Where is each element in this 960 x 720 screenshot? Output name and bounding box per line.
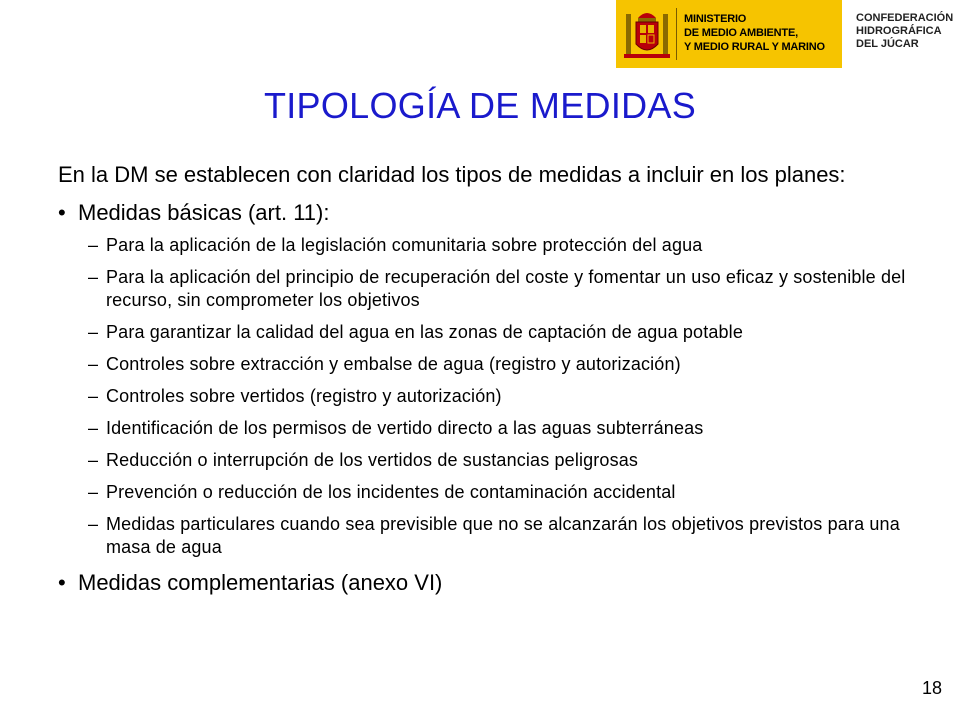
intro-paragraph: En la DM se establecen con claridad los tipos de medidas a incluir en los planes:: [58, 162, 846, 187]
list-item: [58, 321, 908, 344]
dash-marker: –: [88, 482, 99, 502]
list-item: [58, 385, 908, 408]
slide-body: [58, 160, 908, 598]
slide-title: TIPOLOGÍA DE MEDIDAS: [263, 85, 697, 126]
dash-marker: –: [88, 514, 99, 534]
list-item: [58, 266, 908, 312]
logo-divider: [676, 8, 677, 60]
list-item-text: Para garantizar la calidad del agua en las zonas de captación de agua potable: [106, 322, 743, 342]
dash-marker: –: [88, 418, 99, 438]
dash-marker: –: [88, 267, 99, 287]
list-item-text: Prevención o reducción de los incidentes de contaminación accidental: [106, 482, 676, 502]
list-item: [58, 449, 908, 472]
dash-marker: –: [88, 386, 99, 406]
bullet-marker: •: [58, 570, 66, 595]
ministry-name: MINISTERIO DE MEDIO AMBIENTE, Y MEDIO RURAL Y MARINO: [684, 13, 825, 53]
spain-coat-of-arms-icon: [624, 4, 670, 64]
dash-marker: –: [88, 450, 99, 470]
list-item-text: Identificación de los permisos de vertido directo a las aguas subterráneas: [106, 418, 704, 438]
list-item-text: Medidas particulares cuando sea previsible que no se alcanzarán los objetivos previstos para una masa de agua: [106, 514, 900, 557]
dash-marker: –: [88, 322, 99, 342]
list-item-text: Para la aplicación del principio de recuperación del coste y fomentar un uso eficaz y sostenible del recurso, sin comprometer los objetivos: [106, 267, 906, 310]
list-item-text: Controles sobre extracción y embalse de agua (registro y autorización): [106, 354, 681, 374]
dash-marker: –: [88, 354, 99, 374]
list-item: [58, 417, 908, 440]
list-item: [58, 234, 908, 257]
list-item: [58, 481, 908, 504]
basic-measures-list: [58, 234, 908, 559]
list-item: [58, 513, 908, 559]
list-item-text: Reducción o interrupción de los vertidos de sustancias peligrosas: [106, 450, 639, 470]
confederation-name: CONFEDERACIÓN HIDROGRÁFICA DEL JÚCAR: [856, 12, 954, 50]
bullet-label: Medidas básicas (art. 11):: [78, 200, 330, 225]
page-number: 18: [921, 678, 942, 698]
dash-marker: –: [88, 235, 99, 255]
list-item-text: Para la aplicación de la legislación comunitaria sobre protección del agua: [106, 235, 703, 255]
bullet-marker: •: [58, 200, 66, 225]
bullet-basic-measures: [58, 198, 908, 228]
bullet-complementary-measures: [58, 568, 908, 598]
list-item: [58, 353, 908, 376]
ministry-logo: [616, 0, 842, 68]
list-item-text: Controles sobre vertidos (registro y autorización): [106, 386, 502, 406]
bullet-label: Medidas complementarias (anexo VI): [78, 570, 443, 595]
